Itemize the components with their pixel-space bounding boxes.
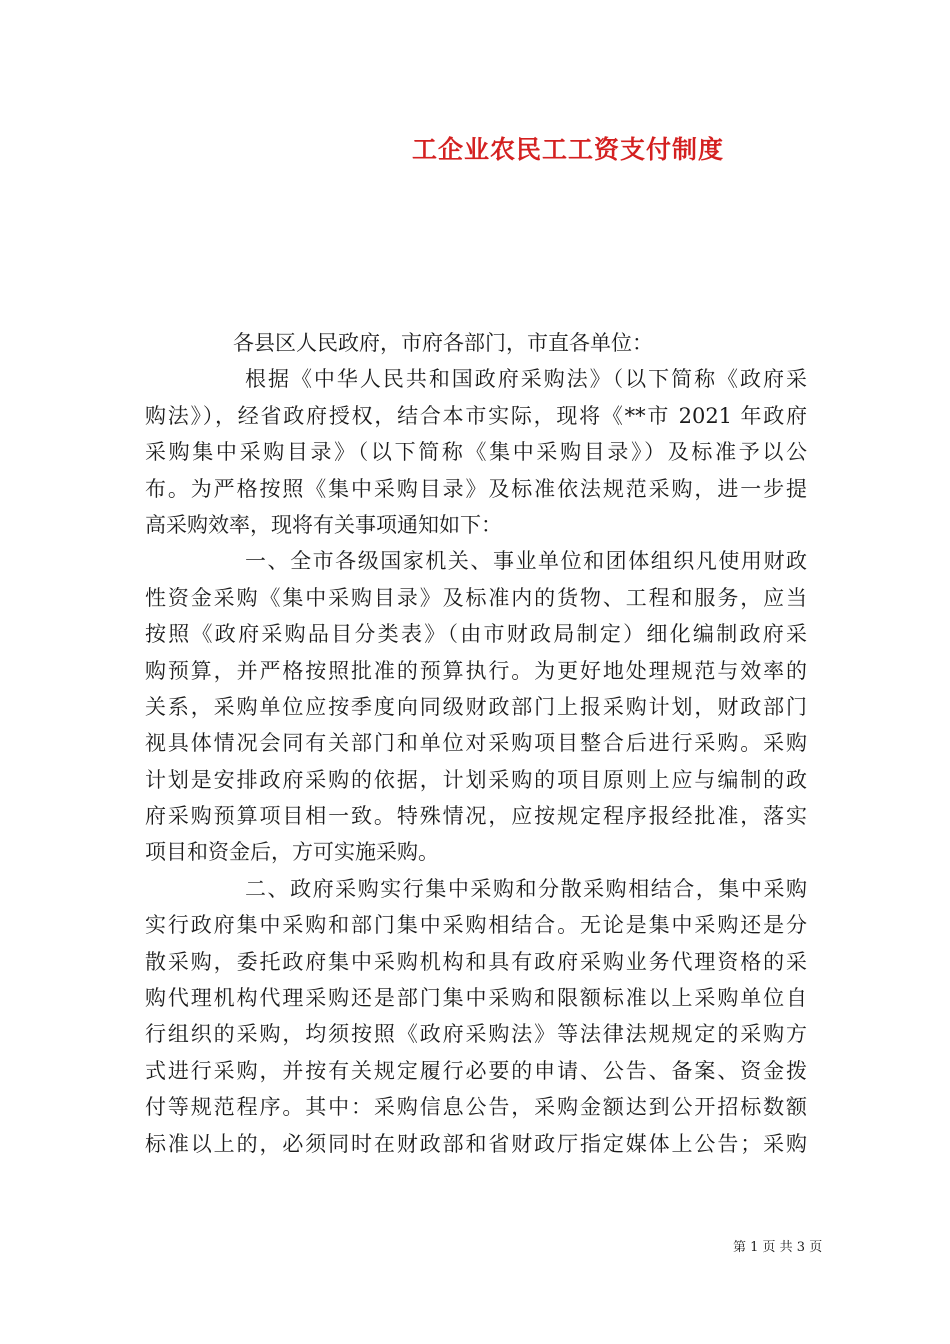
body-line: 根据《中华人民共和国政府采购法》（以下简称《政府采 bbox=[245, 367, 807, 392]
body-line: 各县区人民政府，市府各部门，市直各单位： bbox=[233, 331, 653, 355]
body-line: 视具体情况会同有关部门和单位对采购项目整合后进行采购。采购 bbox=[145, 731, 807, 756]
body-line: 一、全市各级国家机关、事业单位和团体组织凡使用财政 bbox=[245, 549, 807, 574]
body-line: 性资金采购《集中采购目录》及标准内的货物、工程和服务，应当 bbox=[145, 585, 807, 610]
document-body bbox=[145, 325, 807, 1162]
body-line: 式进行采购，并按有关规定履行必要的申请、公告、备案、资金拨 bbox=[145, 1058, 807, 1083]
body-line: 付等规范程序。其中：采购信息公告，采购金额达到公开招标数额 bbox=[145, 1095, 807, 1120]
body-line: 府采购预算项目相一致。特殊情况，应按规定程序报经批准，落实 bbox=[145, 804, 807, 829]
body-line: 购法》），经省政府授权，结合本市实际，现将《**市 2021 年政府 bbox=[145, 403, 807, 428]
document-title: 工企业农民工工资支付制度 bbox=[412, 135, 725, 164]
body-line: 购预算，并严格按照批准的预算执行。为更好地处理规范与效率的 bbox=[145, 658, 807, 683]
body-line: 实行政府集中采购和部门集中采购相结合。无论是集中采购还是分 bbox=[145, 913, 807, 938]
body-line: 布。为严格按照《集中采购目录》及标准依法规范采购，进一步提 bbox=[145, 476, 807, 501]
body-line: 计划是安排政府采购的依据，计划采购的项目原则上应与编制的政 bbox=[145, 767, 807, 792]
body-line: 行组织的采购，均须按照《政府采购法》等法律法规规定的采购方 bbox=[145, 1022, 807, 1047]
body-line: 散采购，委托政府集中采购机构和具有政府采购业务代理资格的采 bbox=[145, 949, 807, 974]
body-line: 项目和资金后，方可实施采购。 bbox=[145, 840, 439, 865]
body-line: 二、政府采购实行集中采购和分散采购相结合，集中采购 bbox=[245, 876, 807, 901]
body-line: 按照《政府采购品目分类表》（由市财政局制定）细化编制政府采 bbox=[145, 622, 807, 647]
body-line: 高采购效率，现将有关事项通知如下： bbox=[145, 512, 502, 537]
body-line: 标准以上的，必须同时在财政部和省财政厅指定媒体上公告；采购 bbox=[145, 1131, 807, 1156]
body-line: 关系，采购单位应按季度向同级财政部门上报采购计划，财政部门 bbox=[145, 694, 807, 719]
body-line: 采购集中采购目录》（以下简称《集中采购目录》）及标准予以公 bbox=[145, 440, 807, 465]
page-number: 第 1 页 共 3 页 bbox=[733, 1240, 823, 1255]
body-line: 购代理机构代理采购还是部门集中采购和限额标准以上采购单位自 bbox=[145, 986, 807, 1011]
